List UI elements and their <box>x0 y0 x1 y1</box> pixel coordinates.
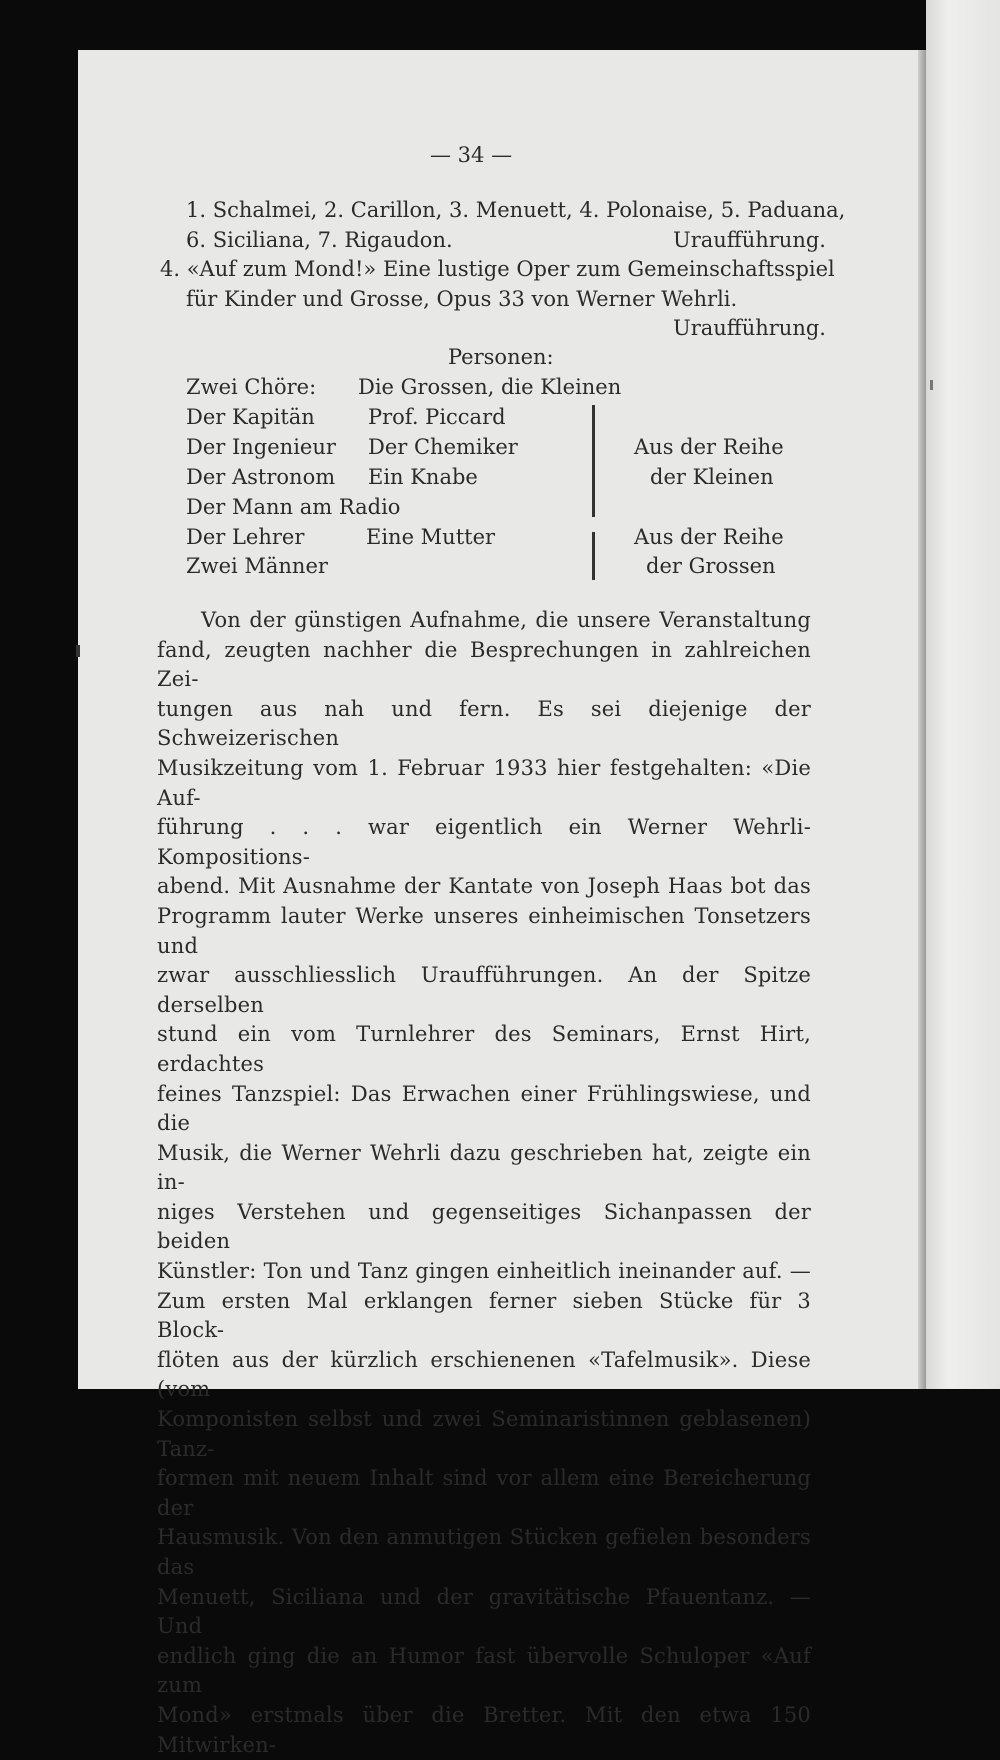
cast-role: Der Astronom <box>186 465 336 489</box>
scan-mark <box>76 645 80 657</box>
list-line-2-premiere: Uraufführung. <box>673 228 826 252</box>
group-note: der Kleinen <box>650 465 774 489</box>
body-line: Künstler: Ton und Tanz gingen einheitlich ineinander auf. — <box>157 1259 811 1284</box>
group-note: Aus der Reihe <box>634 525 784 549</box>
item-4-premiere: Uraufführung. <box>673 316 826 340</box>
body-line: Musik, die Werner Wehrli dazu geschrieben hat, zeigte ein in- <box>157 1140 811 1195</box>
body-line: Mond» erstmals über die Bretter. Mit den etwa 150 Mitwirken- <box>157 1702 811 1757</box>
page-number: — 34 — <box>430 143 513 167</box>
body-line: Musikzeitung vom 1. Februar 1933 hier festgehalten: «Die Auf- <box>157 755 811 810</box>
body-line: stund ein vom Turnlehrer des Seminars, Ernst Hirt, erdachtes <box>157 1022 811 1076</box>
body-line: Hausmusik. Von den anmutigen Stücken gefielen besonders das <box>157 1525 811 1579</box>
scan-mark <box>930 380 933 390</box>
body-line: niges Verstehen und gegenseitiges Sichanpassen der beiden <box>157 1199 811 1254</box>
cast-role: Prof. Piccard <box>368 405 506 429</box>
cast-role: Zwei Männer <box>186 554 328 578</box>
item-4-line-2: für Kinder und Grosse, Opus 33 von Werner Wehrli. <box>186 287 738 311</box>
body-line: Programm lauter Werke unseres einheimischen Tonsetzers und <box>157 903 811 958</box>
body-paragraph <box>157 606 811 1760</box>
group-note: Aus der Reihe <box>634 435 784 459</box>
body-line: Menuett, Siciliana und der gravitätische Pfauentanz. — Und <box>157 1584 811 1639</box>
body-line: zwar ausschliesslich Uraufführungen. An der Spitze derselben <box>157 963 811 1017</box>
list-line-2: 6. Siciliana, 7. Rigaudon. <box>186 228 453 252</box>
page-spine <box>918 50 926 1389</box>
cast-heading: Personen: <box>448 345 554 369</box>
cast-role: Eine Mutter <box>366 525 496 549</box>
list-line-1: 1. Schalmei, 2. Carillon, 3. Menuett, 4. Polonaise, 5. Paduana, <box>186 198 846 222</box>
body-line: fand, zeugten nachher die Besprechungen in zahlreichen Zei- <box>157 637 811 692</box>
brace-kleinen <box>592 405 595 517</box>
body-line: flöten aus der kürzlich erschienenen «Tafelmusik». Diese (vom <box>157 1347 811 1402</box>
brace-grossen <box>592 532 595 580</box>
cast-role: Der Ingenieur <box>186 435 336 459</box>
cast-role: Der Lehrer <box>186 525 305 549</box>
body-line: tungen aus nah und fern. Es sei diejenige der Schweizerischen <box>157 696 811 751</box>
body-line: Komponisten selbst und zwei Seminaristinnen geblasenen) Tanz- <box>157 1407 811 1461</box>
cast-role: Der Kapitän <box>186 405 315 429</box>
item-4-line-1: 4. «Auf zum Mond!» Eine lustige Oper zum Gemeinschaftsspiel <box>160 257 835 281</box>
cast-role: Zwei Chöre: <box>186 375 317 399</box>
body-line: formen mit neuem Inhalt sind vor allem eine Bereicherung der <box>157 1466 811 1520</box>
group-note: der Grossen <box>646 554 776 578</box>
body-line: endlich ging die an Humor fast übervolle Schuloper «Auf zum <box>157 1643 811 1698</box>
body-line: Von der günstigen Aufnahme, die unsere Veranstaltung <box>201 608 811 632</box>
facing-page-edge <box>926 0 1000 1389</box>
cast-role: Die Grossen, die Kleinen <box>358 375 622 399</box>
body-line: abend. Mit Ausnahme der Kantate von Joseph Haas bot das <box>157 874 811 899</box>
cast-role: Ein Knabe <box>368 465 478 489</box>
body-line: Zum ersten Mal erklangen ferner sieben Stücke für 3 Block- <box>157 1288 811 1343</box>
cast-role: Der Chemiker <box>368 435 518 459</box>
body-line: feines Tanzspiel: Das Erwachen einer Frühlingswiese, und die <box>157 1081 811 1136</box>
body-line: führung . . . war eigentlich ein Werner Wehrli-Kompositions- <box>157 815 811 869</box>
cast-role: Der Mann am Radio <box>186 495 401 519</box>
